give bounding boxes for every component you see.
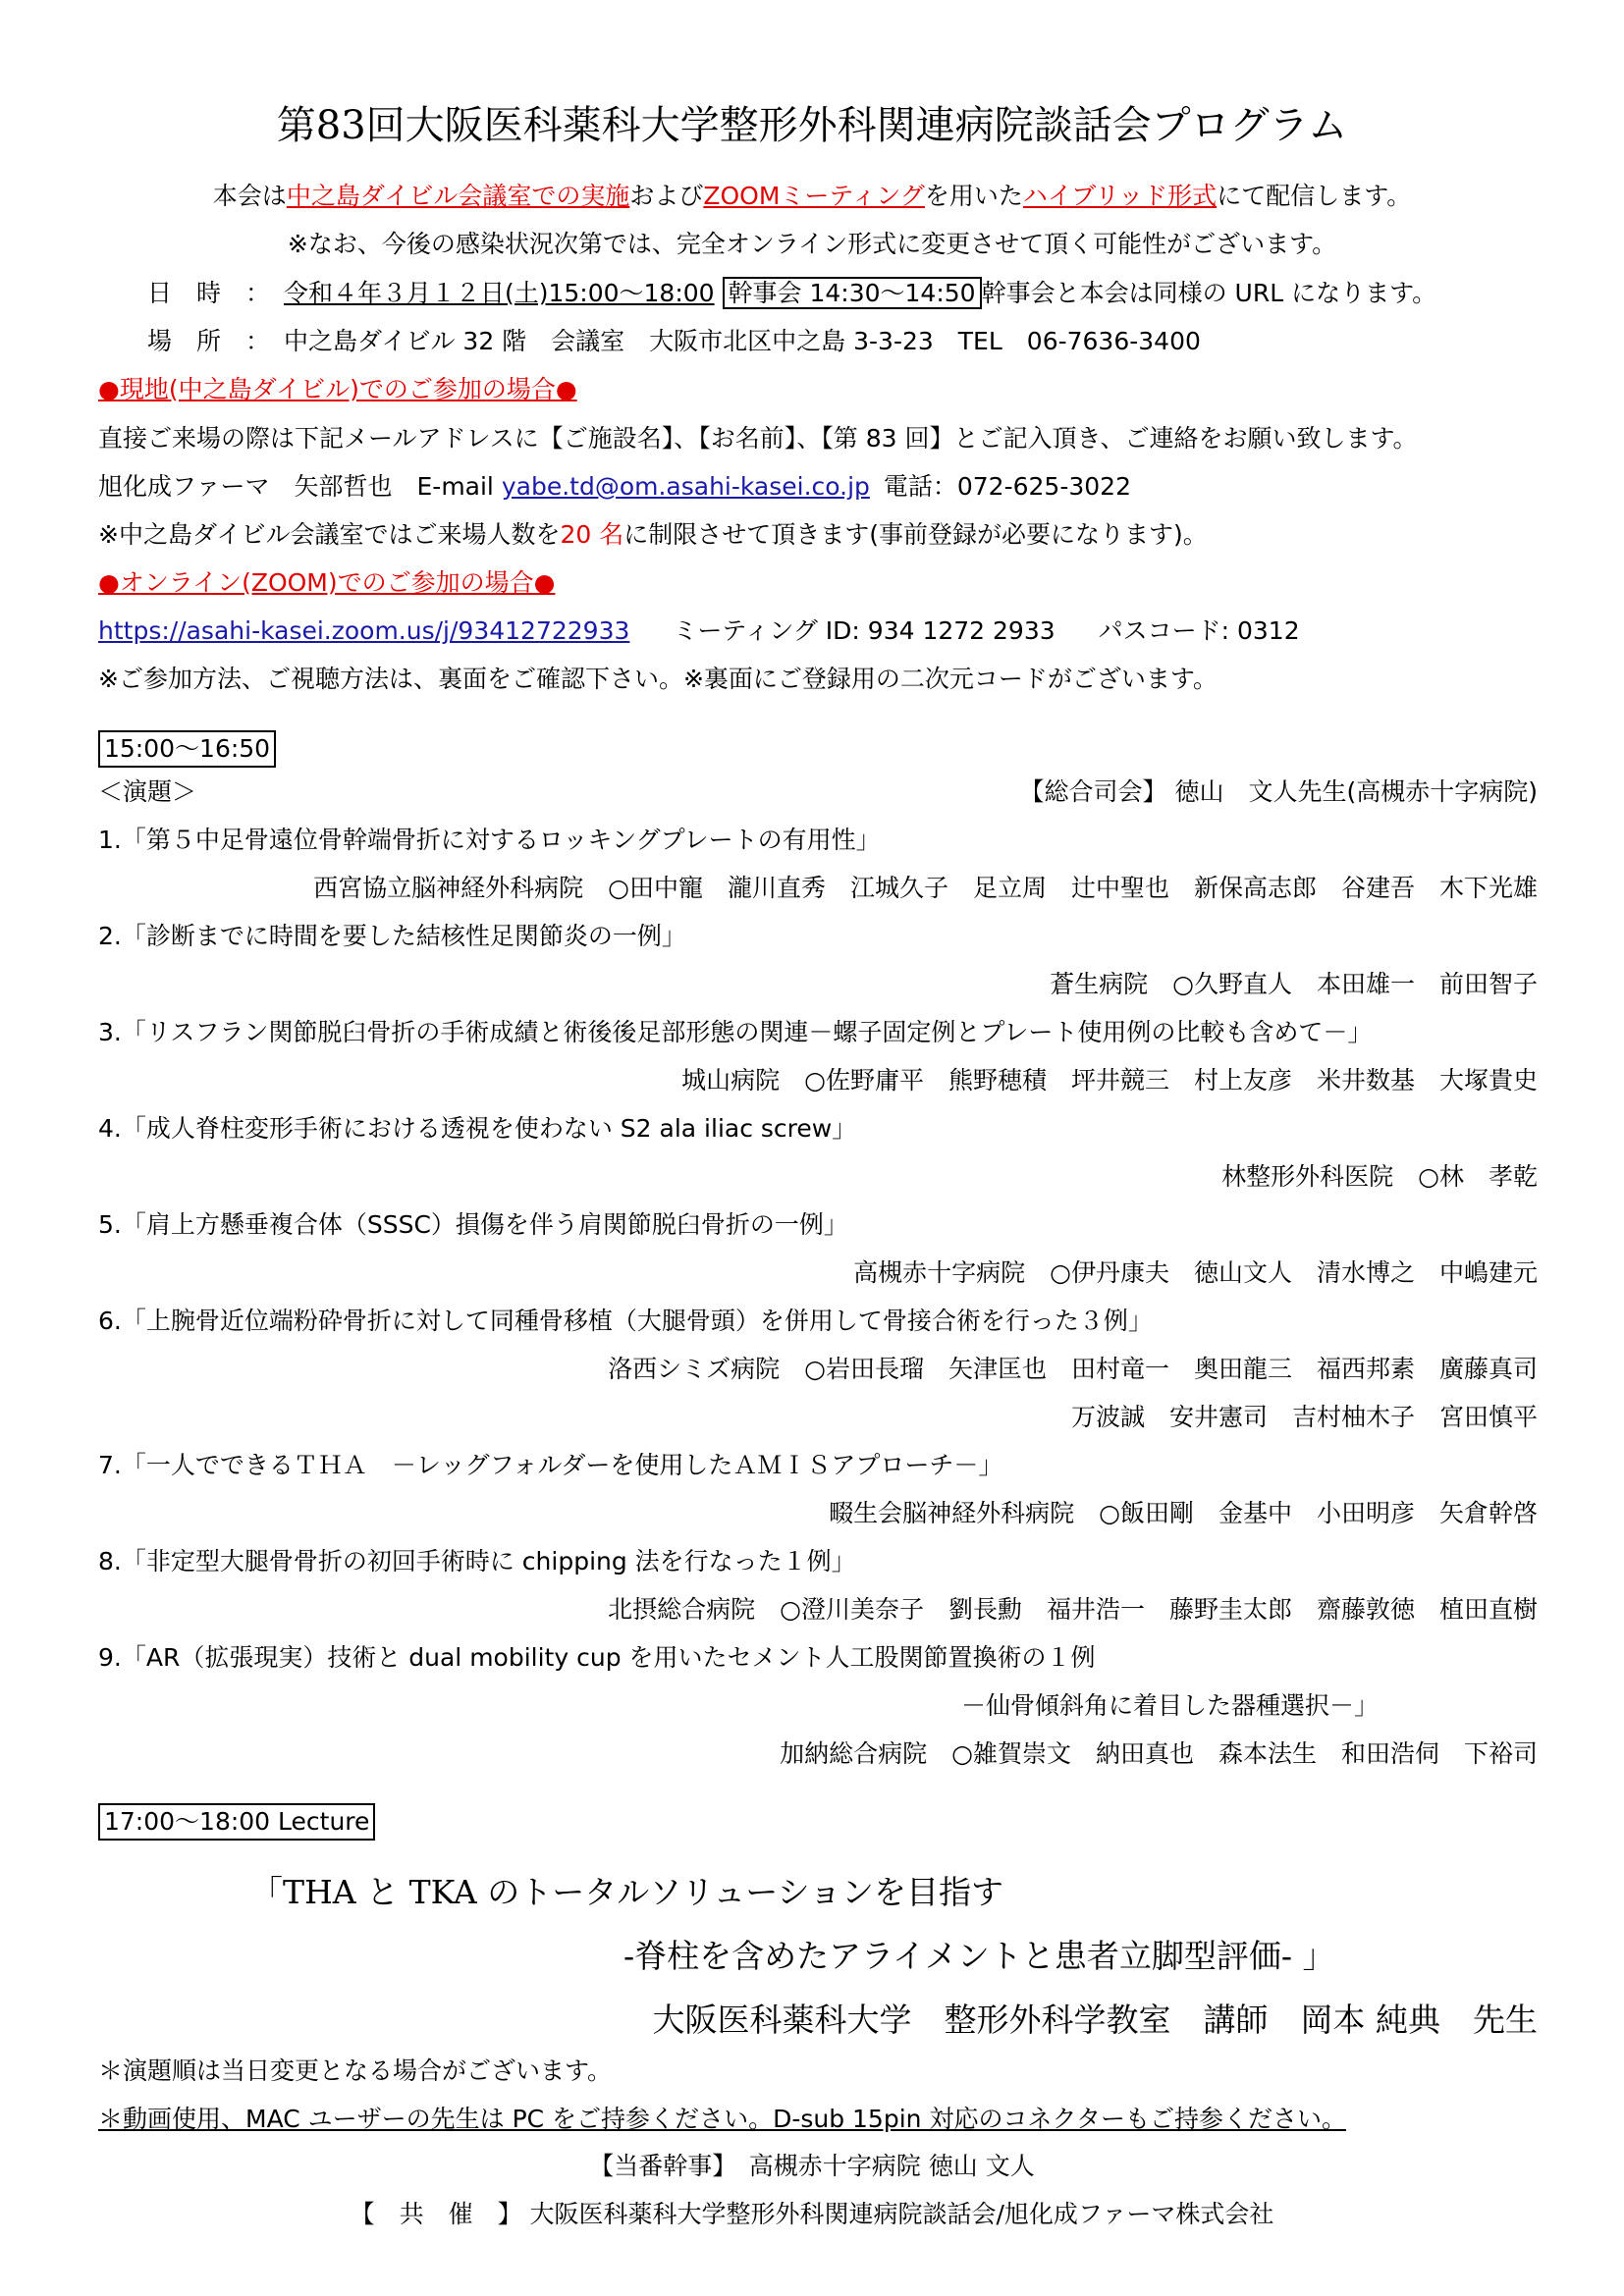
zoom-line bbox=[98, 614, 1300, 648]
session1-time: 15:00〜16:50 bbox=[98, 730, 276, 768]
talk-title: 3.「リスフラン関節脱臼骨折の手術成績と術後後足部形態の関連－螺子固定例とプレート使用例の比較も含めて－」 bbox=[98, 1018, 1373, 1046]
onsite-instruction: 直接ご来場の際は下記メールアドレスに【ご施設名】、【お名前】、【第 83 回】とご記入頂き、ご連絡をお願い致します。 bbox=[98, 424, 1418, 453]
datetime-line bbox=[147, 277, 1436, 310]
meeting-id: ミーティング ID: 934 1272 2933 bbox=[673, 616, 1056, 645]
limit-post: に制限させて頂きます(事前登録が必要になります)。 bbox=[623, 520, 1208, 549]
talk-title: 5.「肩上方懸垂複合体（SSSC）損傷を伴う肩関節脱臼骨折の一例」 bbox=[98, 1210, 848, 1239]
talk-title: 1.「第５中足骨遠位骨幹端骨折に対するロッキングプレートの有用性」 bbox=[98, 826, 881, 854]
session2-time: 17:00〜18:00 Lecture bbox=[98, 1803, 375, 1841]
zoom-url-link[interactable]: https://asahi-kasei.zoom.us/j/93412722933 bbox=[98, 616, 630, 645]
place-label: 場 所 ： bbox=[147, 327, 271, 355]
datetime-note: 幹事会と本会は同様の URL になります。 bbox=[981, 279, 1437, 307]
talk-title: 8.「非定型大腿骨骨折の初回手術時に chipping 法を行なった１例」 bbox=[98, 1547, 856, 1575]
hybrid-highlight: ハイブリッド形式 bbox=[1022, 182, 1218, 210]
lecture-title-1: 「THA と TKA のトータルソリューションを目指す bbox=[250, 1873, 1003, 1911]
talk-authors: 城山病院 ○佐野庸平 熊野穂積 坪井競三 村上友彦 米井数基 大塚貴史 bbox=[681, 1066, 1538, 1095]
intro-line bbox=[0, 180, 1624, 213]
limit-line bbox=[98, 518, 1208, 552]
footer-note-2: ＊動画使用、MAC ユーザーの先生は PC をご持参ください。D-sub 15pin 対応のコネクターもご持参ください。 bbox=[98, 2105, 1346, 2133]
talk-authors: 西宮協立脳神経外科病院 ○田中寵 瀧川直秀 江城久子 足立周 辻中聖也 新保高志郎 谷建吾 木下光雄 bbox=[313, 874, 1538, 902]
limit-number: 20 名 bbox=[560, 520, 624, 549]
talk-subtitle: －仙骨傾斜角に着目した器種選択－」 bbox=[960, 1691, 1379, 1720]
talk-authors: 洛西シミズ病院 ○岩田長瑠 矢津匡也 田村竜一 奥田龍三 福西邦素 廣藤真司 bbox=[608, 1355, 1538, 1383]
lecture-title-2: -脊柱を含めたアライメントと患者立脚型評価- 」 bbox=[623, 1937, 1335, 1975]
intro-text-4: にて配信します。 bbox=[1217, 182, 1412, 210]
talk-authors: 北摂総合病院 ○澄川美奈子 劉長勳 福井浩一 藤野圭太郎 齋藤敦徳 植田直樹 bbox=[608, 1595, 1538, 1624]
datetime-value: 令和４年３月１２日(土)15:00〜18:00 bbox=[283, 279, 715, 307]
contact-name: 旭化成ファーマ 矢部哲也 E-mail bbox=[98, 472, 494, 501]
page-title: 第83回大阪医科薬科大学整形外科関連病院談話会プログラム bbox=[276, 103, 1348, 148]
intro-text-2: および bbox=[629, 182, 704, 210]
talk-authors: 加納総合病院 ○雑賀崇文 納田真也 森本法生 和田浩伺 下裕司 bbox=[780, 1739, 1538, 1768]
talk-title: 7.「一人でできるＴＨＡ －レッグフォルダーを使用したＡＭＩＳアプローチ－」 bbox=[98, 1451, 1003, 1479]
talk-authors: 蒼生病院 ○久野直人 本田雄一 前田智子 bbox=[1050, 970, 1538, 998]
place-value: 中之島ダイビル 32 階 会議室 大阪市北区中之島 3-3-23 TEL 06-7636-3400 bbox=[283, 327, 1201, 355]
talk-authors: 高槻赤十字病院 ○伊丹康夫 徳山文人 清水博之 中嶋建元 bbox=[853, 1258, 1538, 1287]
talk-title: 2.「診断までに時間を要した結核性足関節炎の一例」 bbox=[98, 922, 686, 950]
lecture-speaker: 大阪医科薬科大学 整形外科学教室 講師 岡本 純典 先生 bbox=[652, 2001, 1538, 2039]
intro-text-3: を用いた bbox=[924, 182, 1023, 210]
kanjikai-box: 幹事会 14:30〜14:50 bbox=[723, 277, 982, 309]
intro-text-1: 本会は bbox=[212, 182, 287, 210]
limit-pre: ※中之島ダイビル会議室ではご来場人数を bbox=[98, 520, 561, 549]
session1-label: ＜演題＞ bbox=[98, 777, 197, 806]
passcode: パスコード: 0312 bbox=[1098, 616, 1300, 645]
talk-authors: 万波誠 安井憲司 吉村柚木子 宮田慎平 bbox=[1070, 1403, 1538, 1431]
email-link[interactable]: yabe.td@om.asahi-kasei.co.jp bbox=[501, 472, 870, 501]
talk-title: 6.「上腕骨近位端粉砕骨折に対して同種骨移植（大腿骨頭）を併用して骨接合術を行った３例」 bbox=[98, 1307, 1153, 1335]
datetime-label: 日 時 ： bbox=[147, 279, 271, 307]
contact-phone: 電話：072-625-3022 bbox=[883, 472, 1131, 501]
venue-highlight: 中之島ダイビル会議室での実施 bbox=[286, 182, 630, 210]
place-line bbox=[147, 325, 1201, 358]
contact-line bbox=[98, 470, 1131, 504]
footer-note-1: ＊演題順は当日変更となる場合がございます。 bbox=[98, 2056, 613, 2085]
online-note: ※ご参加方法、ご視聴方法は、裏面をご確認下さい。※裏面にご登録用の二次元コードがございます。 bbox=[98, 665, 1218, 693]
online-heading: ●オンライン(ZOOM)でのご参加の場合● bbox=[98, 568, 556, 597]
toban-kanji: 【当番幹事】 高槻赤十字病院 徳山 文人 bbox=[589, 2152, 1035, 2180]
talk-title: 4.「成人脊柱変形手術における透視を使わない S2 ala iliac screw」 bbox=[98, 1114, 857, 1143]
kyosai: 【 共 催 】 大阪医科薬科大学整形外科関連病院談話会/旭化成ファーマ株式会社 bbox=[350, 2200, 1274, 2228]
session1-chair: 【総合司会】 徳山 文人先生(高槻赤十字病院) bbox=[1019, 777, 1538, 806]
talk-authors: 林整形外科医院 ○林 孝乾 bbox=[1221, 1162, 1538, 1191]
talk-authors: 畷生会脳神経外科病院 ○飯田剛 金基中 小田明彦 矢倉幹啓 bbox=[829, 1499, 1538, 1527]
zoom-highlight: ZOOMミーティング bbox=[703, 182, 925, 210]
intro-note: ※なお、今後の感染状況次第では、完全オンライン形式に変更させて頂く可能性がございます。 bbox=[287, 230, 1337, 258]
talk-title: 9.「AR（拡張現実）技術と dual mobility cup を用いたセメント人工股関節置換術の１例 bbox=[98, 1643, 1096, 1672]
onsite-heading: ●現地(中之島ダイビル)でのご参加の場合● bbox=[98, 375, 577, 403]
